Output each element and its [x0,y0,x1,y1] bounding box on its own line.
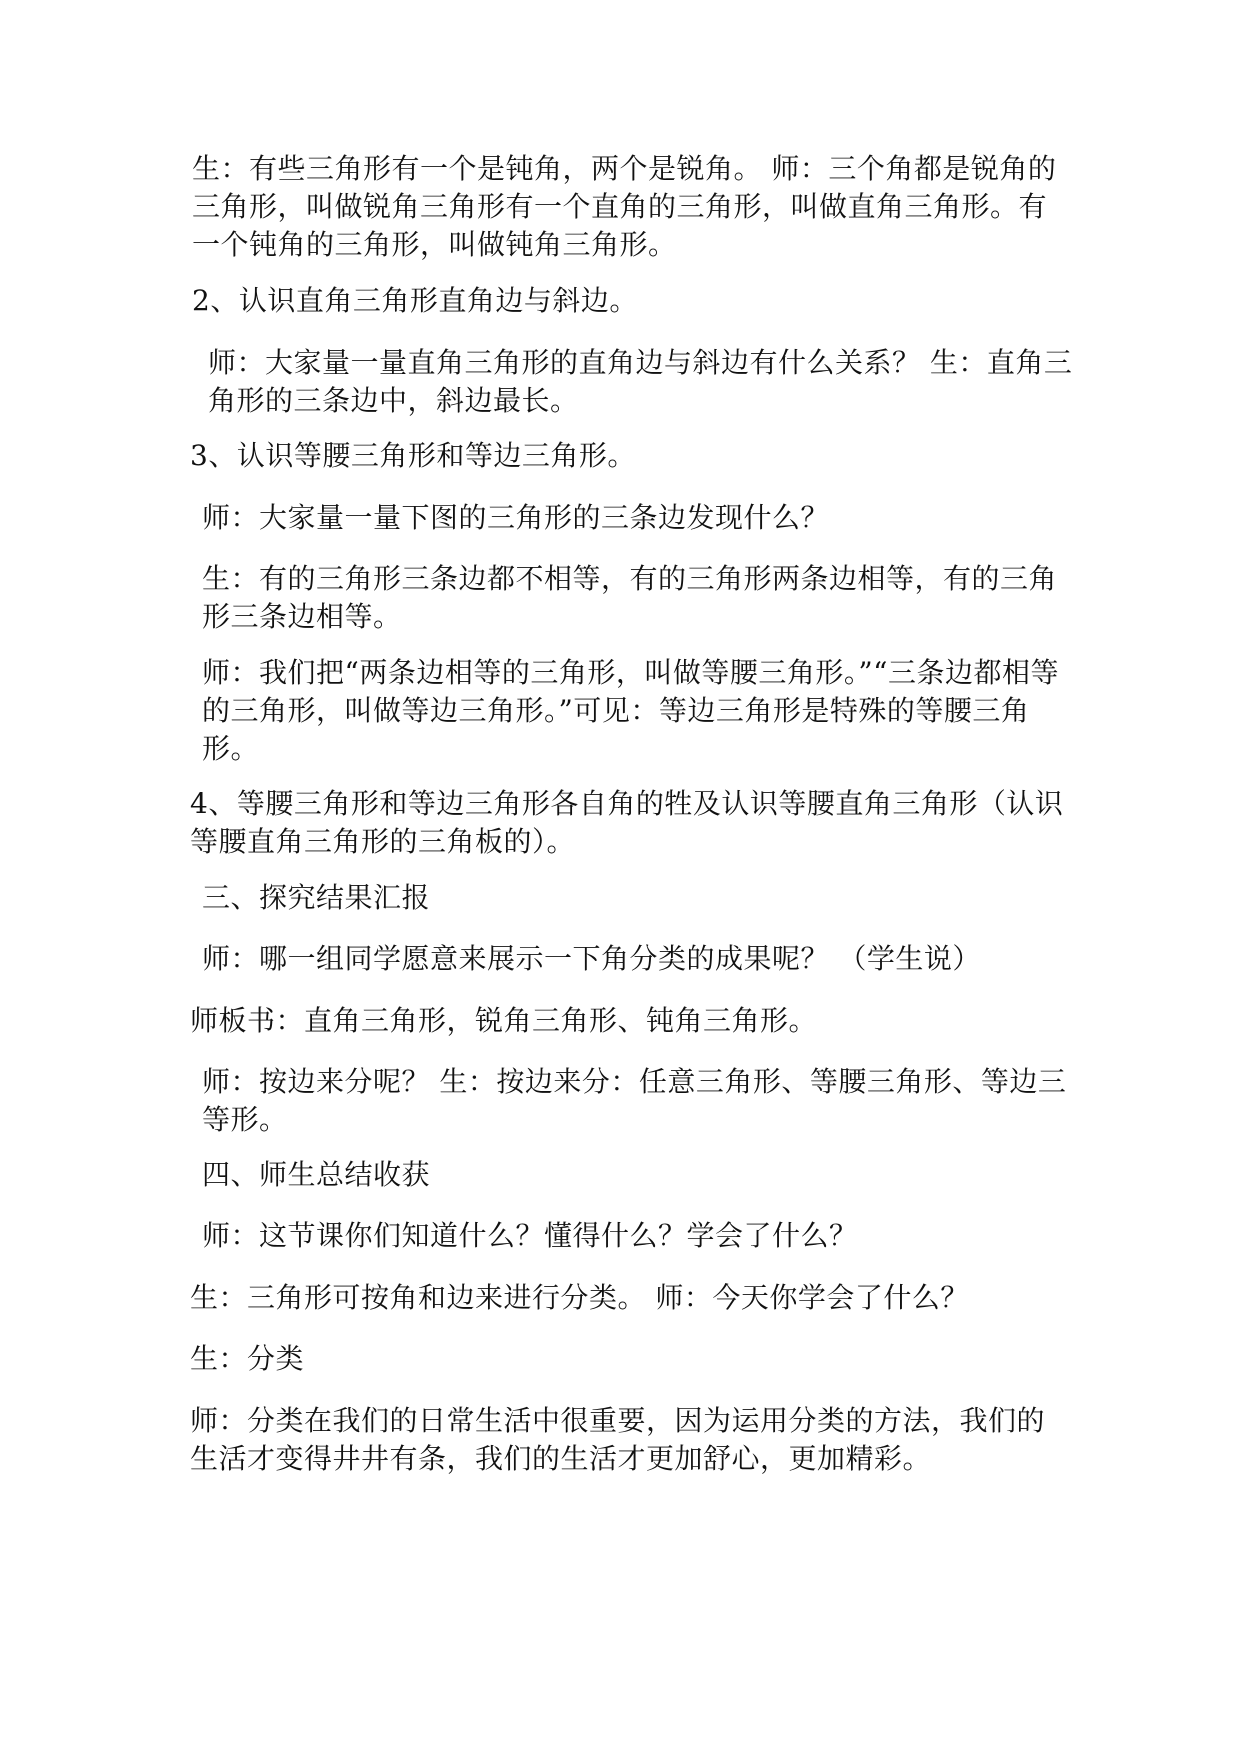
paragraph-2: 2、认识直角三角形直角边与斜边。 [192,284,638,317]
paragraph-8: 4、等腰三角形和等边三角形各自角的牲及认识等腰直角三角形（认识等腰直角三角形的三角板的）。 [190,787,1064,858]
paragraph-9: 师：哪一组同学愿意来展示一下角分类的成果呢？ （学生说） [202,942,981,975]
paragraph-15: 师：分类在我们的日常生活中很重要，因为运用分类的方法，我们的生活才变得井井有条，我们的生活才更加舒心，更加精彩。 [190,1404,1046,1475]
paragraph-11: 师：按边来分呢？ 生：按边来分：任意三角形、等腰三角形、等边三等形。 [202,1065,1067,1136]
paragraph-14: 生：分类 [190,1342,305,1375]
paragraph-6: 生：有的三角形三条边都不相等，有的三角形两条边相等，有的三角形三条边相等。 [202,562,1058,633]
paragraph-13: 生：三角形可按角和边来进行分类。 师：今天你学会了什么？ [190,1281,969,1314]
section-heading-4: 四、师生总结收获 [202,1158,431,1191]
paragraph-4: 3、认识等腰三角形和等边三角形。 [190,439,636,472]
paragraph-3: 师：大家量一量直角三角形的直角边与斜边有什么关系？ 生：直角三角形的三条边中，斜边最长。 [208,346,1073,417]
paragraph-1: 生：有些三角形有一个是钝角，两个是锐角。 师：三个角都是锐角的三角形，叫做锐角三角形有一个直角的三角形，叫做直角三角形。有一个钝角的三角形，叫做钝角三角形。 [192,152,1057,261]
section-heading-3: 三、探究结果汇报 [202,881,431,914]
paragraph-10: 师板书：直角三角形，锐角三角形、钝角三角形。 [190,1004,818,1037]
paragraph-12: 师：这节课你们知道什么？懂得什么？学会了什么？ [202,1219,858,1252]
paragraph-7: 师：我们把“两条边相等的三角形，叫做等腰三角形。”“三条边都相等的三角形，叫做等边三角形。”可见：等边三角形是特殊的等腰三角形。 [202,656,1059,765]
paragraph-5: 师：大家量一量下图的三角形的三条边发现什么？ [202,501,830,534]
